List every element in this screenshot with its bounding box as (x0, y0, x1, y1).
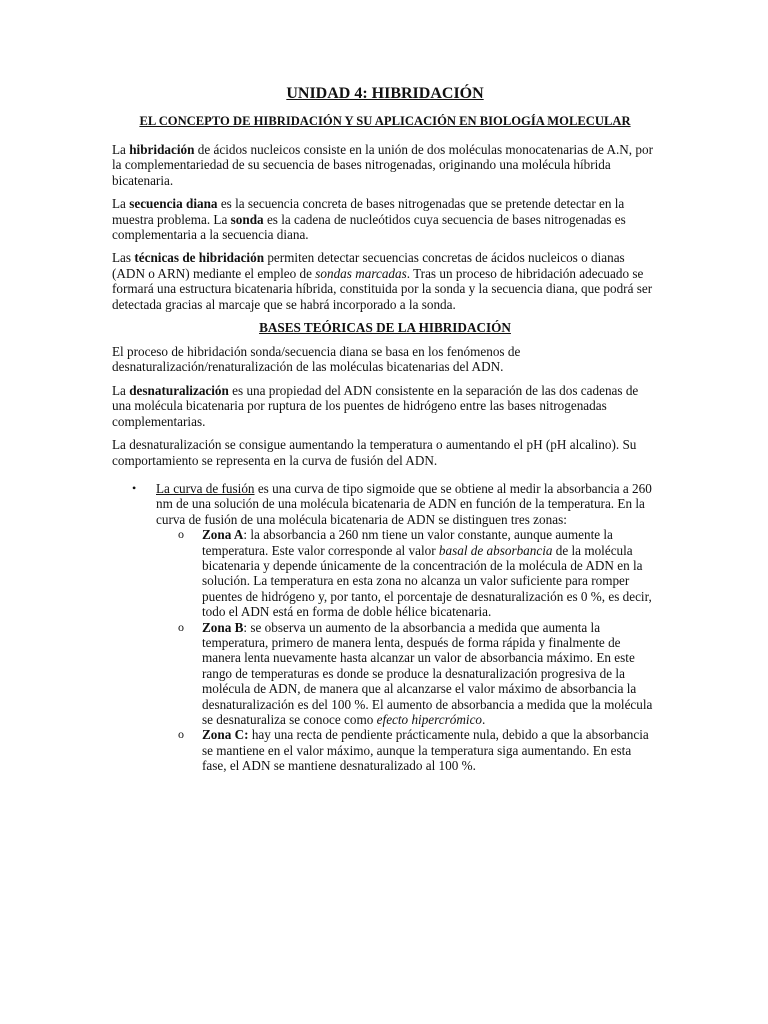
term-secuencia-diana: secuencia diana (129, 196, 218, 212)
section-heading-bases: BASES TEÓRICAS DE LA HIBRIDACIÓN (259, 320, 511, 336)
sub-bullet-marker: o (178, 619, 184, 634)
zone-c-label: Zona C: (202, 727, 249, 743)
text-run: de ácidos nucleicos consiste en la unión de dos moléculas monocatenarias de A.N, por la complementariedad de su secuencia de bases nitrogenadas, originando una molécula híbrida bicatenaria. (112, 142, 653, 188)
paragraph-proceso: El proceso de hibridación sonda/secuencia diana se basa en los fenómenos de desnaturalización/renaturalización de las moléculas bicatenarias del ADN. (112, 344, 521, 375)
text-run: de la molécula bicatenaria y depende únicamente de la concentración de la molécula de ADN en la solución. La temperatura en esta zona no alcanza un valor suficiente para romper puentes de hidrógeno y, por tanto, el porcentaje de desnaturalización es 0 %, es decir, todo el ADN está en forma de doble hélice bicatenaria. (202, 542, 652, 620)
bullet-list (112, 481, 658, 774)
text-run: permiten detectar secuencias concretas de ácidos nucleicos o dianas (ADN o ARN) mediante el empleo de (112, 250, 625, 281)
zones-list (156, 527, 658, 774)
paragraph-tecnicas (112, 250, 658, 312)
text-run: La (112, 196, 130, 212)
term-efecto-hipercromico: efecto hipercrómico (376, 712, 483, 727)
zone-c-item (156, 727, 658, 773)
paragraph-desnaturalizacion (112, 383, 658, 429)
term-sonda: sonda (230, 211, 264, 227)
paragraph-hibridacion (112, 142, 658, 188)
section-heading-concept: EL CONCEPTO DE HIBRIDACIÓN Y SU APLICACIÓN EN BIOLOGÍA MOLECULAR (139, 114, 631, 128)
paragraph-ph: La desnaturalización se consigue aumentando la temperatura o aumentando el pH (pH alcalino). Su comportamiento se representa en la curva de fusión del ADN. (112, 437, 637, 468)
text-run: es la secuencia concreta de bases nitrogenadas que se pretende detectar en la muestra problema. La (112, 196, 625, 227)
sub-bullet-marker: o (178, 727, 184, 742)
zone-a-label: Zona A (202, 527, 244, 543)
zone-a-item (156, 527, 658, 619)
text-run: La (112, 142, 130, 157)
term-desnaturalizacion: desnaturalización (129, 382, 229, 398)
document-page (112, 84, 658, 774)
text-run: es una propiedad del ADN consistente en la separación de las dos cadenas de una molécula bicatenaria por ruptura de los puentes de hidrógeno entre las bases nitrogenadas complementarias. (112, 382, 639, 429)
text-run: es una curva de tipo sigmoide que se obtiene al medir la absorbancia a 260 nm de una solución de una molécula bicatenaria de ADN en función de la temperatura. En la curva de fusión de una molécula bicatenaria de ADN se distinguen tres zonas: (156, 480, 652, 527)
text-run: La (112, 382, 130, 398)
bullet-curva-fusion (112, 481, 658, 774)
paragraph-secuencia-diana (112, 196, 658, 242)
text-run: . Tras un proceso de hibridación adecuado se formará una estructura bicatenaria híbrida, constituida por la sonda y la secuencia diana, que podrá ser detectada gracias al marcaje que se habrá incorporado a la sonda. (112, 265, 653, 312)
zone-b-label: Zona B (202, 619, 244, 635)
text-run: es la cadena de nucleótidos cuya secuencia de bases nitrogenadas es complementaria a la secuencia diana. (112, 211, 626, 243)
term-tecnicas-hibridacion: técnicas de hibridación (134, 250, 265, 266)
bullet-marker: • (132, 480, 137, 495)
document-title: UNIDAD 4: HIBRIDACIÓN (286, 85, 484, 102)
term-curva-fusion: La curva de fusión (156, 480, 255, 496)
term-hibridacion: hibridación (129, 142, 195, 157)
sub-bullet-marker: o (178, 527, 184, 542)
text-run: : la absorbancia a 260 nm tiene un valor constante, aunque aumente la temperatura. Este valor corresponde al valor (202, 527, 613, 558)
text-run: hay una recta de pendiente prácticamente nula, debido a que la absorbancia se mantiene en el valor máximo, aunque la temperatura siga aumentando. En esta fase, el ADN se mantiene desnaturalizado al 100 %. (202, 727, 649, 774)
text-run: : se observa un aumento de la absorbancia a medida que aumenta la temperatura, primero de manera lenta, después de forma rápida y finalmente de manera lenta nuevamente hasta alcanzar un valor de absorbancia máximo. En este rango de temperaturas es donde se produce la desnaturalización progresiva de la molécula de ADN, de manera que al alcanzarse el valor máximo de absorbancia la desnaturalización es del 100 %. El aumento de absorbancia a medida que la molécula se desnaturaliza se conoce como (202, 619, 653, 727)
text-run: Las (112, 250, 135, 266)
text-run: . (482, 712, 486, 727)
zone-b-item (156, 620, 658, 728)
term-basal-absorbancia: basal de absorbancia (438, 542, 553, 558)
term-sondas-marcadas: sondas marcadas (315, 265, 407, 281)
